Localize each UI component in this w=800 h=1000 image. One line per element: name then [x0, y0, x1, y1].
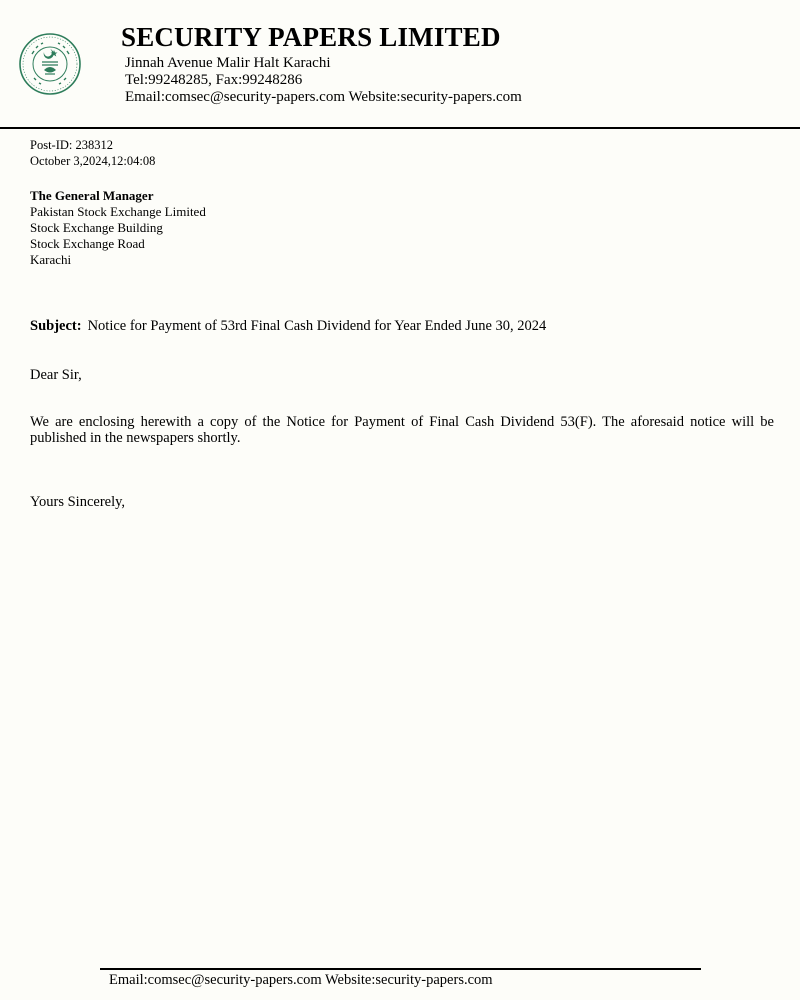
closing: Yours Sincerely, [30, 494, 126, 510]
footer-email-website: Email:comsec@security-papers.com Website:security-papers.com [109, 972, 493, 988]
header-divider [0, 127, 800, 129]
recipient-line: Pakistan Stock Exchange Limited [30, 204, 206, 219]
company-email-website: Email:comsec@security-papers.com Website:security-papers.com [125, 89, 522, 105]
subject-label: Subject: [30, 318, 82, 334]
recipient-line: Stock Exchange Road [30, 236, 145, 251]
salutation: Dear Sir, [30, 367, 82, 383]
recipient-line: Karachi [30, 252, 72, 267]
company-phone-fax: Tel:99248285, Fax:99248286 [125, 72, 303, 88]
footer-divider [100, 968, 701, 970]
post-datetime: October 3,2024,12:04:08 [30, 154, 156, 168]
letter-body: We are enclosing herewith a copy of the Notice for Payment of Final Cash Dividend 53(F). The aforesaid notice will be published in the newspapers shortly. [30, 414, 774, 446]
company-address: Jinnah Avenue Malir Halt Karachi [125, 55, 331, 71]
subject-text: Notice for Payment of 53rd Final Cash Dividend for Year Ended June 30, 2024 [87, 318, 547, 334]
recipient-title: The General Manager [30, 188, 154, 203]
company-name: SECURITY PAPERS LIMITED [121, 22, 501, 52]
post-id: Post-ID: 238312 [30, 138, 113, 152]
recipient-block [30, 188, 206, 268]
subject-line [30, 318, 546, 335]
recipient-line: Stock Exchange Building [30, 220, 163, 235]
company-seal-icon [18, 32, 82, 96]
letterhead [0, 0, 800, 128]
